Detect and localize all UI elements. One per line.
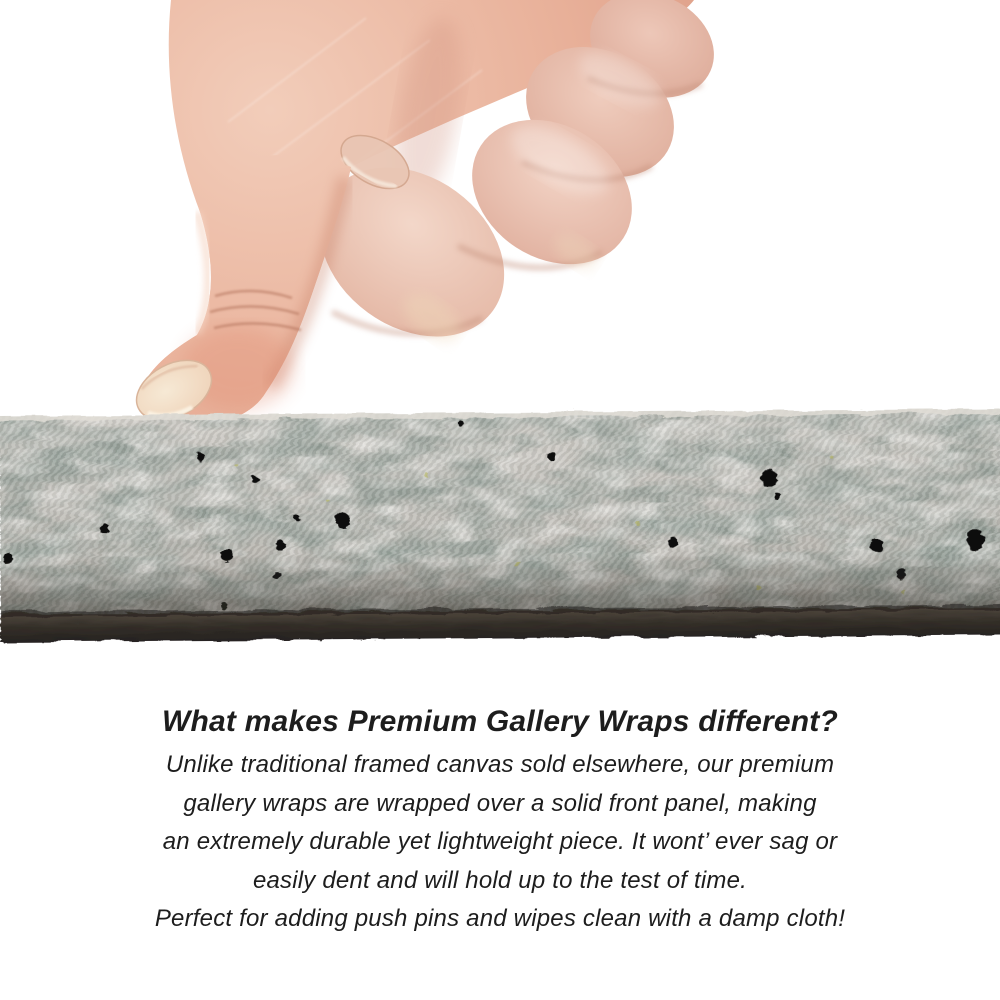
marketing-heading: What makes Premium Gallery Wraps different? [161, 705, 839, 738]
canvas-strip-photo [0, 399, 1000, 646]
hand-illustration [0, 0, 1000, 438]
thumb [126, 155, 351, 432]
hand-photo [0, 0, 1000, 438]
body-line-3: an extremely durable yet lightweight piece. It wont’ ever sag or [162, 828, 838, 855]
body-line-2: gallery wraps are wrapped over a solid front panel, making [183, 789, 817, 817]
body-line-5: Perfect for adding push pins and wipes clean with a damp cloth! [154, 905, 846, 932]
body-line-4: easily dent and will hold up to the test of time. [252, 866, 748, 894]
marketing-copy [0, 701, 1000, 939]
body-line-1: Unlike traditional framed canvas sold elsewhere, our premium [165, 751, 835, 778]
marketing-body [0, 746, 1000, 939]
canvas-strip-illustration [0, 399, 1000, 646]
